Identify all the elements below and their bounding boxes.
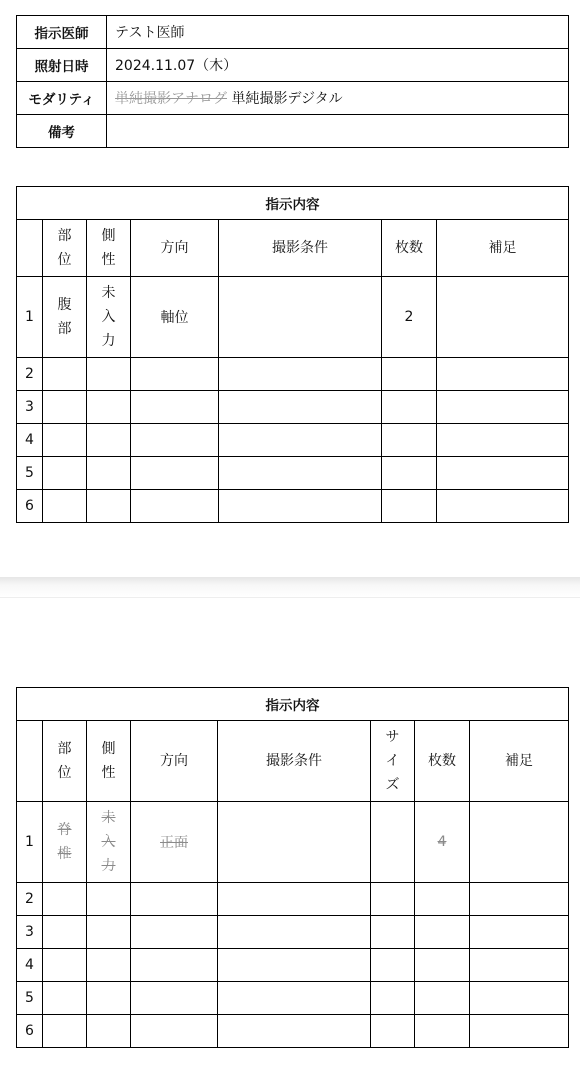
table-row [17,916,569,949]
header-conditions: 撮影条件 [218,721,371,802]
table-row [17,391,569,424]
header-count: 枚数 [415,721,470,802]
header-side: 側 性 [87,220,131,277]
header-direction: 方向 [131,220,219,277]
row-number: 6 [17,1015,43,1048]
row-number: 5 [17,457,43,490]
row-direction: 軸位 [131,277,219,358]
note-value [107,115,569,148]
row-conditions [219,277,382,358]
row-number: 1 [17,802,43,883]
row-number: 2 [17,883,43,916]
header-part: 部 位 [43,721,87,802]
modality-old-value: 単純撮影アナログ [115,91,227,107]
instruction-table-previous [16,687,569,1048]
row-number: 6 [17,490,43,523]
row-number: 4 [17,949,43,982]
order-info-table [16,15,569,148]
table-row [17,949,569,982]
doctor-value: テスト医師 [107,16,569,49]
row-direction: 正面 [131,802,218,883]
date-label: 照射日時 [17,49,107,82]
row-side: 未 入 力 [87,277,131,358]
instruction-table-current [16,186,569,523]
table-row [17,982,569,1015]
modality-new-value: 単純撮影デジタル [231,91,343,107]
date-value: 2024.11.07（木） [107,49,569,82]
row-conditions [218,802,371,883]
header-no [17,220,43,277]
header-count: 枚数 [382,220,437,277]
row-number: 3 [17,391,43,424]
row-supplement [437,277,569,358]
row-count: 2 [382,277,437,358]
modality-label: モダリティ [17,82,107,115]
instruction-title: 指示内容 [17,688,569,721]
header-direction: 方向 [131,721,218,802]
table-row [17,883,569,916]
table-row [17,490,569,523]
row-part: 脊 椎 [43,802,87,883]
row-part: 腹 部 [43,277,87,358]
doctor-label: 指示医師 [17,16,107,49]
row-count: 4 [415,802,470,883]
row-side: 未 入 力 [87,802,131,883]
row-number: 2 [17,358,43,391]
header-no [17,721,43,802]
header-size: サ イ ズ [371,721,415,802]
table-row [17,802,569,883]
row-size [371,802,415,883]
row-supplement [470,802,569,883]
row-number: 1 [17,277,43,358]
modality-cell [107,82,569,115]
header-supplement: 補足 [437,220,569,277]
table-row [17,277,569,358]
table-row [17,457,569,490]
header-part: 部 位 [43,220,87,277]
table-row [17,424,569,457]
row-number: 3 [17,916,43,949]
header-conditions: 撮影条件 [219,220,382,277]
table-row [17,358,569,391]
header-side: 側 性 [87,721,131,802]
header-supplement: 補足 [470,721,569,802]
instruction-title: 指示内容 [17,187,569,220]
note-label: 備考 [17,115,107,148]
table-row [17,1015,569,1048]
row-number: 4 [17,424,43,457]
page-divider [0,577,580,598]
row-number: 5 [17,982,43,1015]
